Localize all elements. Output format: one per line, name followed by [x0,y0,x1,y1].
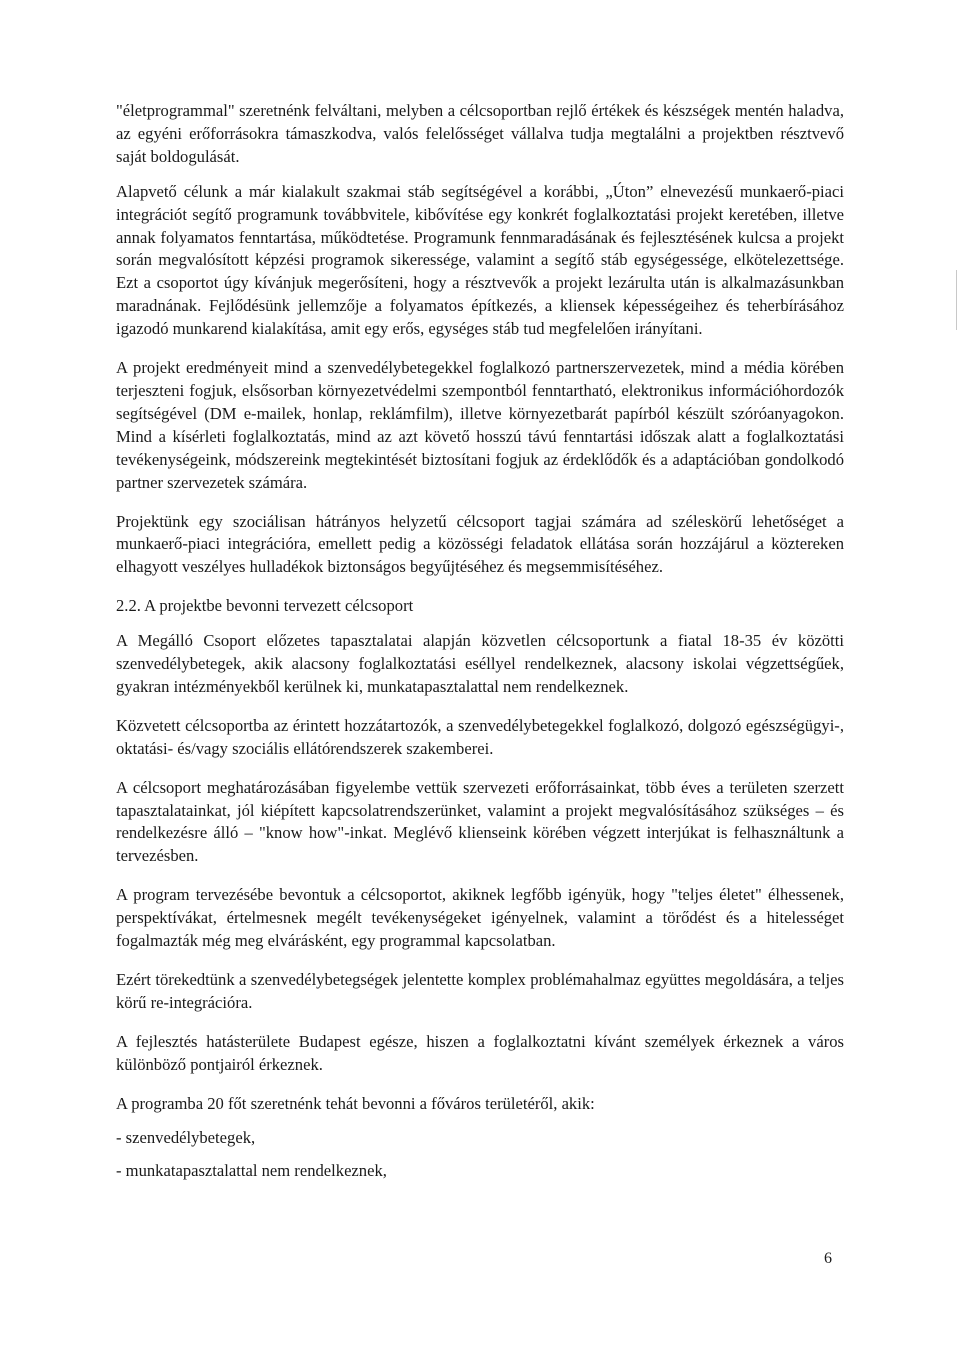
paragraph-planning: A program tervezésébe bevontuk a célcsoportot, akiknek legfőbb igényük, hogy "teljes életet" élhessenek, perspektívákat, értelmesnek megélt tevékenységeket igényelnek, valamint a törődést és a hitelességet fogalmazták még meg elvárásként, egy programmal kapcsolatban. [116,885,844,951]
paragraph-goal: Alapvető célunk a már kialakult szakmai stáb segítségével a korábbi, „Úton” elnevezésű munkaerő-piaci integrációt segítő programunk továbbvitele, kibővítése egy konkrét foglalkoztatási projekt keretében, illetve annak folyamatos fenntartása, működtetése. Programunk fennmaradásának és fejlesztésének kulcsa a projekt során megvalósított képzési programok sikeressége, valamint a segítő stáb egységessége, elkötelezettsége. Ezt a csoportot úgy kívánjuk megerősíteni, hogy a résztvevők a projekt lezárulta után is alkalmazásunkban maradnának. Fejlődésünk jellemzője a folyamatos építkezés, a kliensek képességeihez és teherbírásához igazodó munkarend kialakítása, amit egy erős, egységes stáb tud megfelelően irányítani. [116,181,844,339]
document-body [116,100,844,1194]
list-item: - munkatapasztalattal nem rendelkeznek, [116,1161,387,1181]
section-heading: 2.2. A projektbe bevonni tervezett célcsoport [116,596,414,616]
paragraph-participants: A programba 20 főt szeretnénk tehát bevonni a főváros területéről, akik: [116,1093,595,1113]
paragraph-impact-area: A fejlesztés hatásterülete Budapest egésze, hiszen a foglalkoztatni kívánt személyek érkeznek a város különböző pontjairól érkeznek. [116,1031,844,1074]
paragraph-effort: Ezért törekedtünk a szenvedélybetegségek jelentette komplex problémahalmaz együttes megoldására, a teljes körű re-integrációra. [116,970,844,1012]
paragraph-project: Projektünk egy szociálisan hátrányos helyzetű célcsoport tagjai számára ad széleskörű lehetőséget a munkaerő-piaci integrációra, emellett pedig a közösségi feladatok ellátása során hozzájárul a köztereken elhagyott veszélyes hulladékok biztonságos begyűjtéséhez és megsemmisítéséhez. [116,511,844,577]
paragraph-target-definition: A célcsoport meghatározásában figyelembe vettük szervezeti erőforrásainkat, több éves a területen szerzett tapasztalatainkat, jól kiépített kapcsolatrendszerünket, valamint a projekt megvalósításához szükséges – és rendelkezésre álló – "know how"-inkat. Meglévő klienseink körében végzett interjúkat is felhasználtunk a tervezésben. [116,777,844,866]
paragraph-direct-target: A Megálló Csoport előzetes tapasztalatai alapján közvetlen célcsoportunk a fiatal 18-35 év közötti szenvedélybetegek, akik alacsony foglalkoztatási eséllyel rendelkeznek, alacsony iskolai végzettségűek, gyakran intézményekből kerülnek ki, munkatapasztalattal nem rendelkeznek. [116,631,844,696]
list-item: - szenvedélybetegek, [116,1127,256,1147]
page-number: 6 [824,1250,832,1267]
paragraph-intro: "életprogrammal" szeretnénk felváltani, melyben a célcsoportban rejlő értékek és készségek mentén haladva, az egyéni erőforrásokra támaszkodva, valós felelősséget vállalva tudja megtalálni a projektben résztvevő saját boldogulását. [116,101,844,166]
scan-edge-line [956,270,957,330]
paragraph-results: A projekt eredményeit mind a szenvedélybetegekkel foglalkozó partnerszervezetek, mind a média körében terjeszteni fogjuk, elsősorban környezetvédelmi szempontból fenntartható, elektronikus információhordozók segítségével (DM e-mailek, honlap, reklámfilm), illetve környezetbarát papírból készült szóróanyagokon. Mind a kísérleti foglalkoztatás, mind az azt követő hosszú távú fenntartási időszak alatt a foglalkoztatási tevékenységeink, módszereink megtekintését biztosítani fogjuk az érdeklődők és a adaptációban gondolkodó partner szervezetek számára. [116,358,844,492]
paragraph-indirect-target: Közvetett célcsoportba az érintett hozzátartozók, a szenvedélybetegekkel foglalkozó, dolgozó egészségügyi-, oktatási- és/vagy szociális ellátórendszerek szakemberei. [116,715,844,758]
